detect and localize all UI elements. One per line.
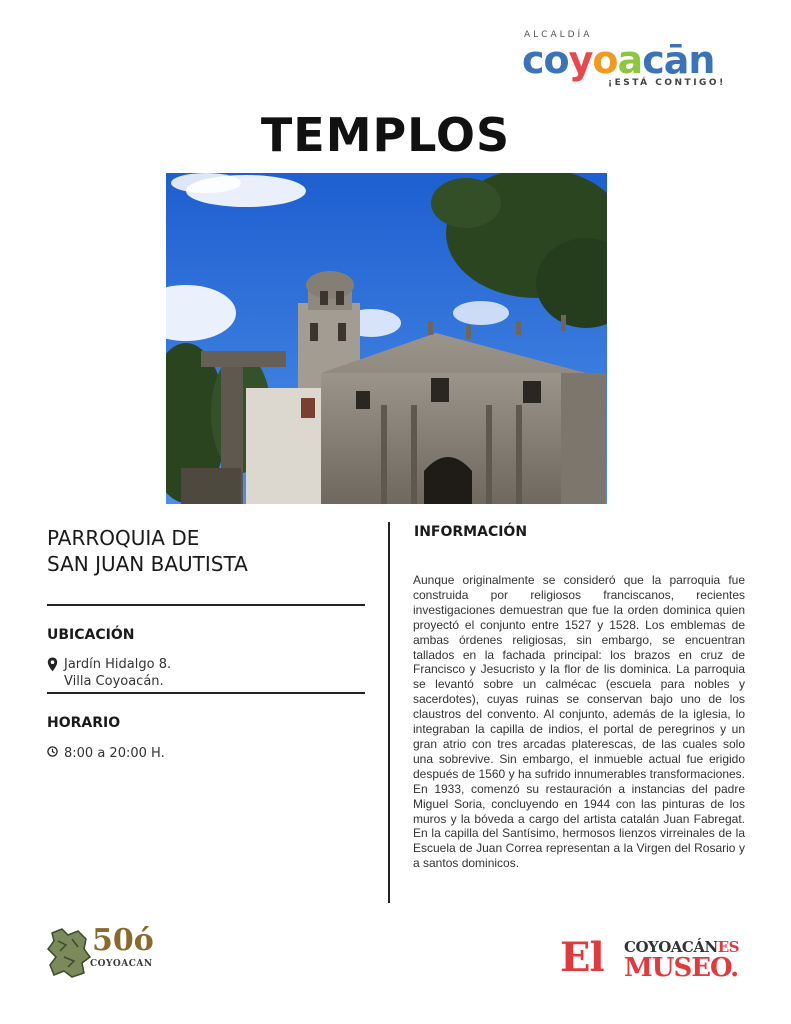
location-heading: UBICACIÓN bbox=[47, 627, 135, 643]
coyoacan-es-museo-logo bbox=[560, 935, 760, 985]
museo-logo-es: ES bbox=[717, 938, 739, 956]
coyote-glyph-icon bbox=[46, 927, 92, 979]
divider-line bbox=[47, 604, 365, 606]
column-divider bbox=[388, 522, 390, 903]
logo-letters-5: cān bbox=[642, 38, 715, 82]
logo-500-subtitle: COYOACAN bbox=[90, 959, 153, 969]
place-name-line1: PARROQUIA DE bbox=[47, 526, 200, 550]
logo-letters-4: a bbox=[617, 38, 643, 82]
logo-letters-1: co bbox=[522, 38, 569, 82]
location-address-line2: Villa Coyoacán. bbox=[64, 674, 164, 689]
logo-coyoacan-wordmark bbox=[522, 38, 714, 82]
museo-logo-el: El bbox=[560, 934, 604, 981]
location-address-line1: Jardín Hidalgo 8. bbox=[64, 657, 172, 672]
page-title: TEMPLOS bbox=[260, 108, 511, 162]
logo-500-digits: 50 bbox=[92, 923, 134, 958]
clock-icon bbox=[47, 746, 58, 757]
place-name bbox=[47, 525, 367, 577]
logo-letters-2: y bbox=[568, 38, 593, 82]
museo-logo-museo: MUSEO. bbox=[624, 953, 739, 983]
logo-alcaldia-text: ALCALDÍA bbox=[524, 30, 593, 40]
logo-slogan: ¡ESTÁ CONTIGO! bbox=[608, 78, 726, 88]
info-body-text: Aunque originalmente se consideró que la parroquia fue construida por religiosos franciscanos, recientes investigaciones demuestran que fue la orden dominica quien proyectó el conjunto entre 1527 y 1528. Los emblemas de ambas órdenes religiosas, sin embargo, se encuentran tallados en la fachada principal: los brazos en cruz de Francisco y Jesucristo y la flor de lis dominica. La parroquia se levantó sobre un calmécac (escuela para nobles y sacerdotes), cuyas ruinas se conservan bajo uno de los claustros del convento. Al conjunto, además de la iglesia, lo integraban la capilla de indios, el portal de peregrinos y un gran atrio con tres arcadas platerescas, de las cuales solo una sobrevive. Sin embargo, el inmueble actual fue erigido después de 1560 y ha sufrido innumerables transformaciones. En 1933, comenzó su restauración a instancias del padre Miguel Soria, concluyendo en 1944 con las pinturas de los muros y la bóveda a cargo del artista catalán Juan Fabregat. En la capilla del Santísimo, hermosos lienzos virreinales de la Escuela de Juan Correa representan a la Virgen del Rosario y a santos dominicos. bbox=[413, 573, 745, 871]
divider-line bbox=[47, 692, 365, 694]
schedule-hours: 8:00 a 20:00 H. bbox=[64, 746, 165, 761]
alcaldia-coyoacan-logo bbox=[522, 30, 747, 92]
church-illustration bbox=[166, 173, 607, 504]
logo-500-coyoacan bbox=[46, 925, 156, 981]
logo-letters-3: o bbox=[592, 38, 618, 82]
logo-500-number bbox=[92, 925, 154, 957]
info-heading: INFORMACIÓN bbox=[414, 524, 528, 540]
place-name-line2: SAN JUAN BAUTISTA bbox=[47, 552, 248, 576]
museo-logo-coyoacan: COYOACÁN bbox=[624, 938, 718, 956]
map-pin-icon bbox=[47, 657, 58, 672]
logo-500-accent: ó bbox=[133, 923, 154, 958]
schedule-heading: HORARIO bbox=[47, 715, 121, 731]
church-photo bbox=[166, 173, 607, 504]
